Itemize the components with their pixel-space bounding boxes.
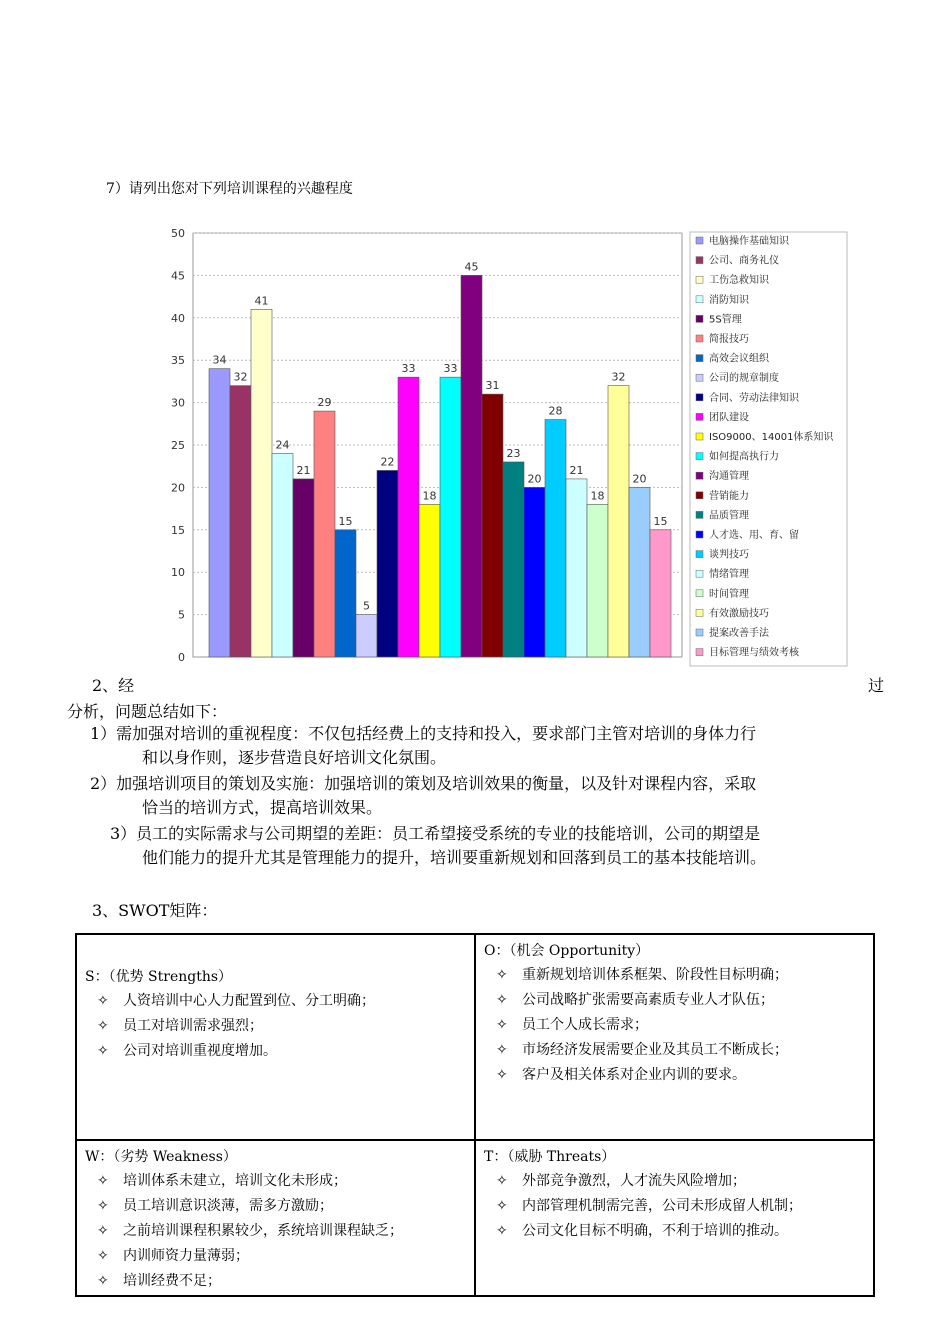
finding-item-3-line1: 3）员工的实际需求与公司期望的差距：员工希望接受系统的专业的技能培训，公司的期望是 [110,824,761,843]
y-tick-label: 10 [171,566,185,580]
swot-w-item-text: 员工培训意识淡薄，需多方激励； [123,1198,333,1214]
swot-o-item-text: 员工个人成长需求； [522,1017,648,1033]
bar [398,377,419,657]
legend-swatch [696,453,703,460]
diamond-bullet-icon: ✧ [496,992,508,1008]
swot-o-item-text: 市场经济发展需要企业及其员工不断成长； [522,1042,788,1058]
legend-label: 公司、商务礼仪 [709,255,779,267]
swot-title: 3、SWOT矩阵： [92,901,218,920]
finding-item-3 [110,822,890,870]
legend-swatch [696,629,703,636]
diamond-bullet-icon: ✧ [496,1198,508,1214]
diamond-bullet-icon: ✧ [97,1198,109,1214]
swot-t-item-text: 内部管理机制需完善，公司未形成留人机制； [522,1198,802,1214]
y-tick-label: 0 [178,651,185,664]
bar-value-label: 45 [464,260,479,274]
legend-swatch [696,335,703,342]
bar-value-label: 21 [296,463,311,477]
bar-value-label: 41 [254,294,269,308]
swot-o-item-text: 客户及相关体系对企业内训的要求。 [522,1067,746,1083]
diamond-bullet-icon: ✧ [496,1017,508,1033]
legend-swatch [696,511,703,518]
legend-swatch [696,315,703,322]
bar-value-label: 18 [590,489,605,503]
swot-w-item [85,1169,466,1194]
swot-s-item-text: 人资培训中心人力配置到位、分工明确； [123,993,375,1009]
y-tick-label: 5 [178,608,185,622]
legend-swatch [696,590,703,597]
legend-label: 沟通管理 [709,471,749,483]
legend-swatch [696,649,703,656]
section2-line-end: 过 [868,676,885,695]
legend-swatch [696,570,703,577]
weakness-heading: W：（劣势 Weakness） [85,1149,237,1165]
bar-value-label: 22 [380,455,395,469]
bar-value-label: 23 [506,446,521,460]
legend-swatch [696,609,703,616]
swot-t-item [484,1169,865,1194]
bar-value-label: 15 [653,514,668,528]
legend-label: ISO9000、14001体系知识 [709,432,834,443]
legend-label: 电脑操作基础知识 [709,236,789,247]
y-tick-label: 20 [171,481,185,495]
finding-item-2 [90,772,890,820]
legend-label: 品质管理 [709,510,749,522]
diamond-bullet-icon: ✧ [97,1018,109,1034]
bar [629,487,650,657]
swot-o-item [484,1013,865,1038]
bar [566,479,587,657]
bar-value-label: 29 [317,396,332,410]
bar [524,487,545,657]
opportunity-heading: O：（机会 Opportunity） [484,943,650,959]
legend-label: 消防知识 [709,294,749,306]
swot-o-item-text: 重新规划培训体系框架、阶段性目标明确； [522,967,788,983]
diamond-bullet-icon: ✧ [97,1223,109,1239]
swot-w-item-text: 培训体系未建立，培训文化未形成； [123,1173,347,1189]
bar-value-label: 18 [422,489,437,503]
finding-item-2-line2: 恰当的培训方式，提高培训效果。 [142,798,383,817]
diamond-bullet-icon: ✧ [496,1042,508,1058]
swot-w-item [85,1219,466,1244]
diamond-bullet-icon: ✧ [97,1173,109,1189]
bar-value-label: 31 [485,379,500,393]
bar [440,377,461,657]
bar-value-label: 32 [233,370,248,384]
diamond-bullet-icon: ✧ [496,1173,508,1189]
legend-label: 情绪管理 [709,569,749,581]
swot-t-item [484,1194,865,1219]
legend-label: 营销能力 [709,490,749,502]
legend-swatch [696,394,703,401]
swot-w-item-text: 之前培训课程积累较少，系统培训课程缺乏； [123,1223,403,1239]
swot-s-item [85,989,466,1014]
diamond-bullet-icon: ✧ [496,1067,508,1083]
section2-intro: 分析，问题总结如下： [67,702,228,721]
swot-w-item-text: 培训经费不足； [123,1273,221,1289]
swot-o-item [484,1038,865,1063]
bar [377,470,398,657]
bar-value-label: 21 [569,463,584,477]
legend-label: 高效会议组织 [709,353,769,365]
bar-value-label: 34 [212,353,227,367]
bar [251,309,272,657]
diamond-bullet-icon: ✧ [496,967,508,983]
diamond-bullet-icon: ✧ [97,993,109,1009]
interest-bar-chart [160,222,860,668]
swot-strengths-cell [76,934,475,1140]
legend-swatch [696,413,703,420]
bar [503,462,524,657]
swot-weakness-cell [76,1140,475,1296]
bar [587,504,608,657]
legend-label: 谈判技巧 [709,549,749,561]
legend-label: 时间管理 [709,588,749,600]
bar [482,394,503,657]
bar [545,420,566,657]
y-tick-label: 35 [171,354,185,368]
bar [461,275,482,657]
y-tick-label: 15 [171,523,185,537]
bar [356,615,377,657]
legend-swatch [696,237,703,244]
swot-o-item-text: 公司战略扩张需要高素质专业人才队伍； [522,992,774,1008]
swot-o-item [484,1063,865,1088]
bar-value-label: 20 [632,472,647,486]
bar [314,411,335,657]
legend-label: 提案改善手法 [709,628,769,639]
legend-label: 目标管理与绩效考核 [709,647,799,659]
finding-item-1-line1: 1）需加强对培训的重视程度：不仅包括经费上的支持和投入，要求部门主管对培训的身体力行 [90,724,757,743]
legend-swatch [696,472,703,479]
bar-value-label: 20 [527,472,542,486]
bar-value-label: 15 [338,514,353,528]
swot-w-item [85,1269,466,1294]
legend-label: 团队建设 [709,412,749,424]
bar [272,453,293,657]
bar-value-label: 24 [275,438,290,452]
bar [335,530,356,657]
y-tick-label: 30 [171,396,185,410]
legend-label: 有效激励技巧 [709,608,769,620]
diamond-bullet-icon: ✧ [97,1248,109,1264]
finding-item-2-line1: 2）加强培训项目的策划及实施：加强培训的策划及培训效果的衡量，以及针对课程内容，采取 [90,774,757,793]
legend-swatch [696,433,703,440]
legend-label: 简报技巧 [709,334,749,345]
legend-swatch [696,276,703,283]
y-tick-label: 50 [171,227,185,240]
swot-threats-cell [475,1140,874,1296]
question-title: 7）请列出您对下列培训课程的兴趣程度 [106,181,353,197]
legend-swatch [696,551,703,558]
diamond-bullet-icon: ✧ [496,1223,508,1239]
legend-label: 工伤急救知识 [709,275,769,287]
legend-label: 合同、劳动法律知识 [709,392,799,404]
legend-swatch [696,492,703,499]
swot-opportunity-cell [475,934,874,1140]
bar [419,504,440,657]
y-tick-label: 45 [171,269,185,283]
threats-heading: T：（威胁 Threats） [484,1149,616,1165]
legend-label: 公司的规章制度 [709,373,779,385]
y-tick-label: 40 [171,311,185,325]
swot-t-item [484,1219,865,1244]
swot-table [75,933,875,1297]
bar-value-label: 33 [443,362,458,376]
bar [608,386,629,657]
y-tick-label: 25 [171,439,185,452]
swot-t-item-text: 公司文化目标不明确，不利于培训的推动。 [522,1223,788,1239]
legend-label: 人才选、用、育、留 [709,530,799,541]
swot-o-item [484,988,865,1013]
swot-s-item [85,1014,466,1039]
swot-s-item [85,1039,466,1064]
strengths-heading: S：（优势 Strengths） [85,969,233,985]
bar-value-label: 32 [611,370,626,384]
bar-value-label: 28 [548,404,563,418]
diamond-bullet-icon: ✧ [97,1273,109,1289]
legend-swatch [696,531,703,538]
swot-o-item [484,963,865,988]
swot-w-item-text: 内训师资力量薄弱； [123,1248,249,1264]
swot-w-item [85,1194,466,1219]
legend-swatch [696,374,703,381]
bar-value-label: 33 [401,362,416,376]
legend-swatch [696,296,703,303]
bar [230,386,251,657]
diamond-bullet-icon: ✧ [97,1043,109,1059]
legend-label: 如何提高执行力 [709,451,779,463]
legend-swatch [696,257,703,264]
swot-w-item [85,1244,466,1269]
legend-swatch [696,355,703,362]
legend-label: 5S管理 [709,314,742,326]
bar [650,530,671,657]
section2-number: 2、经 [92,676,135,695]
finding-item-1 [90,722,890,770]
swot-s-item-text: 员工对培训需求强烈； [123,1018,263,1034]
bar-value-label: 5 [363,599,370,613]
finding-item-3-line2: 他们能力的提升尤其是管理能力的提升，培训要重新规划和回落到员工的基本技能培训。 [142,848,767,867]
bar [293,479,314,657]
swot-s-item-text: 公司对培训重视度增加。 [123,1043,277,1059]
swot-t-item-text: 外部竞争激烈，人才流失风险增加； [522,1173,746,1189]
finding-item-1-line2: 和以身作则，逐步营造良好培训文化氛围。 [142,748,447,767]
bar [209,369,230,657]
